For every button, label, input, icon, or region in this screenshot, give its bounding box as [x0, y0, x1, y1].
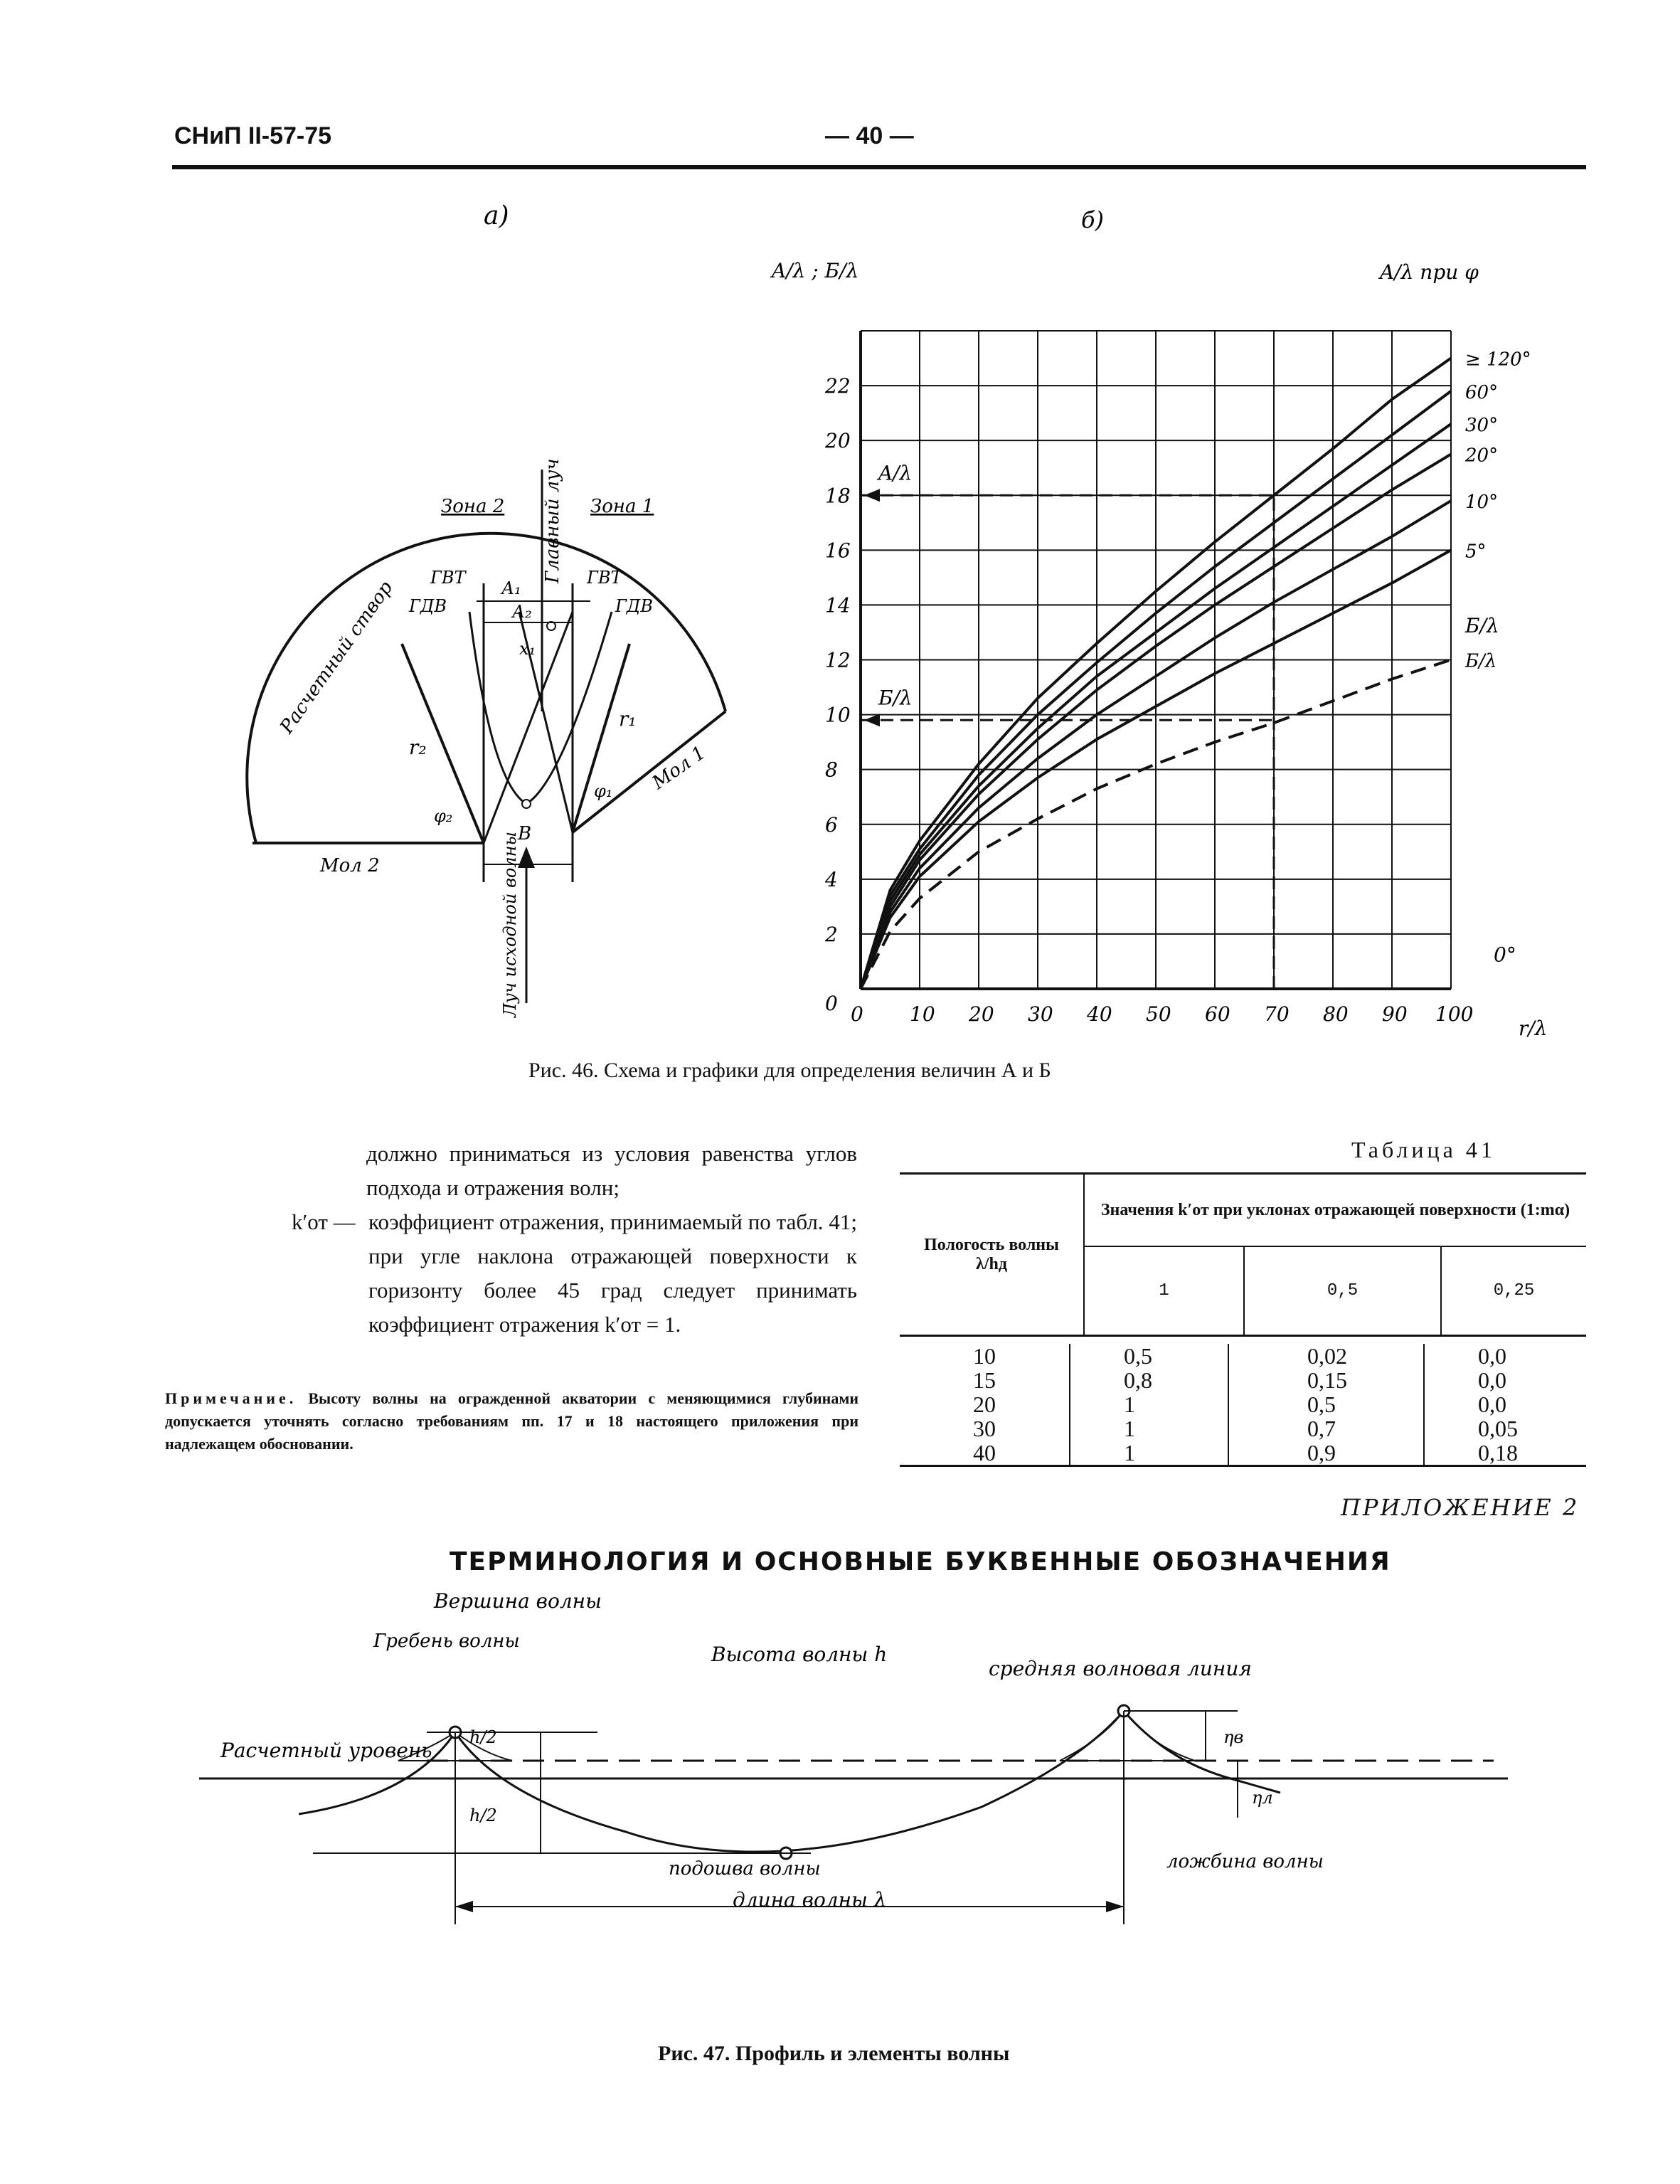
zero-label: 0°	[1494, 943, 1516, 967]
fig46-scheme	[235, 199, 775, 1039]
r2-label: r₂	[409, 736, 427, 759]
a1-label: А₁	[501, 578, 521, 598]
example-b-arrow	[864, 714, 880, 726]
y-tick-label: 22	[825, 374, 851, 398]
chart-legend-title: A/λ при φ	[1380, 260, 1479, 284]
table41-cell: 20	[973, 1391, 996, 1417]
table41-sub-header: 0,5	[1245, 1247, 1442, 1335]
x-tick-label: 70	[1264, 1002, 1290, 1026]
fig47-design-level: Расчетный уровень	[220, 1739, 432, 1762]
b-label: B	[518, 823, 532, 844]
text-para1: должно приниматься из условия равенства углов подхода и отражения волн;	[366, 1141, 857, 1200]
y-tick-label: 4	[825, 867, 838, 891]
x-tick-label: 90	[1382, 1002, 1408, 1026]
x-tick-label: 50	[1146, 1002, 1171, 1026]
example-a-arrow	[864, 489, 880, 502]
x-tick-label: 20	[969, 1002, 994, 1026]
table41-cell: 0,7	[1307, 1416, 1336, 1441]
table41-cell: 1	[1124, 1440, 1135, 1465]
x-tick-label: 100	[1435, 1002, 1474, 1026]
table41-cell: 0,05	[1478, 1416, 1518, 1441]
fig47-trough-bottom: подошва волны	[669, 1858, 821, 1880]
gdv-left-label: ГДВ	[409, 596, 447, 616]
y-tick-label: 8	[825, 758, 838, 782]
fig47-caption: Рис. 47. Профиль и элементы волны	[658, 2042, 1010, 2065]
fig47-wave	[171, 1583, 1593, 1939]
phi1-label: φ₁	[594, 781, 613, 801]
x-tick-label: 10	[910, 1002, 935, 1026]
series-label: 60°	[1465, 381, 1499, 403]
incident-ray-label: Луч исходной волны	[500, 832, 520, 1017]
fig47-eta-l: ηл	[1252, 1788, 1273, 1808]
series-label: 10°	[1465, 491, 1499, 513]
table41-sub-header: 1	[1085, 1247, 1245, 1335]
y-tick-label: 2	[825, 922, 838, 946]
mol1-label: Мол 1	[648, 742, 710, 794]
table41-cell: 0,9	[1307, 1440, 1336, 1465]
doc-code: СНиП II-57-75	[174, 122, 332, 149]
table41-cell: 30	[973, 1416, 996, 1441]
phi2-label: φ₂	[434, 806, 453, 826]
gvt-left-label: ГВТ	[430, 568, 466, 588]
table41-col0-header: Пологость волны λ/hд	[900, 1175, 1085, 1335]
appendix-label: ПРИЛОЖЕНИЕ 2	[1341, 1494, 1580, 1521]
table41-group-header: Значения k′от при уклонах отражающей поверхности (1:mα)	[1085, 1175, 1586, 1247]
y-tick-label: 14	[825, 593, 851, 617]
fig47-crest-top: Вершина волны	[434, 1589, 602, 1613]
x-tick-label: 40	[1087, 1002, 1112, 1026]
note	[165, 1387, 858, 1456]
x1-label: x₁	[519, 639, 536, 659]
table41-cell: 15	[973, 1367, 996, 1393]
series-label: Б/λ	[1465, 650, 1497, 672]
appendix-title: ТЕРМИНОЛОГИЯ И ОСНОВНЫЕ БУКВЕННЫЕ ОБОЗНАЧЕНИЯ	[450, 1547, 1391, 1576]
x-tick-label: 80	[1323, 1002, 1349, 1026]
header-rule	[172, 165, 1586, 169]
k-term: k′от —	[292, 1209, 356, 1234]
table41	[900, 1172, 1586, 1467]
table41-cell: 10	[973, 1343, 996, 1369]
table41-cell: 1	[1124, 1416, 1135, 1441]
fig47-mean-line: средняя волновая линия	[989, 1657, 1252, 1680]
fig47-crest: Гребень волны	[373, 1631, 520, 1652]
table41-cell: 0,8	[1124, 1367, 1152, 1393]
page-number: — 40 —	[825, 122, 914, 149]
fig47-h-half-top: h/2	[469, 1727, 497, 1747]
note-text: Высоту волны на огражденной акватории с меняющимися глубинами допускается уточнять согласно требованиям пп. 17 и 18 настоящего приложения при надлежащем обосновании.	[165, 1389, 858, 1453]
table41-sub-header: 0,25	[1493, 1281, 1535, 1300]
zone1-label: Зона 1	[590, 496, 654, 517]
a-label: A/λ	[878, 461, 913, 485]
panel-a-label: а)	[484, 201, 509, 230]
note-title: Примечание.	[165, 1389, 297, 1407]
table41-cell: 0,5	[1307, 1391, 1336, 1417]
x-tick-label: 30	[1028, 1002, 1053, 1026]
gdv-right-label: ГДВ	[615, 596, 654, 616]
mol1-line	[573, 711, 725, 832]
y-tick-label: 6	[825, 812, 838, 837]
zone2-label: Зона 2	[441, 496, 505, 517]
series-label: 30°	[1465, 415, 1499, 437]
y-tick-label: 18	[825, 484, 851, 508]
table41-cell: 40	[973, 1440, 996, 1465]
fig47-eta-b: ηв	[1223, 1727, 1244, 1747]
fig47-trough: ложбина волны	[1166, 1851, 1324, 1872]
table41-cell: 0,0	[1478, 1367, 1506, 1393]
x-tick-label: 0	[851, 1002, 863, 1026]
series-label: 20°	[1465, 445, 1499, 467]
table41-cell: 0,18	[1478, 1440, 1518, 1465]
text-para2: коэффициент отражения, принимаемый по табл. 41; при угле наклона отражающей поверхности к горизонту более 45 град следует принимать коэффициент отражения k′от = 1.	[368, 1209, 857, 1337]
fig47-length: длина волны λ	[733, 1888, 887, 1912]
series-label: ≥ 120°	[1465, 349, 1531, 371]
series-label: 5°	[1465, 541, 1487, 563]
a2-label: А₂	[512, 602, 532, 622]
r1-label: r₁	[619, 707, 637, 731]
fig46-caption: Рис. 46. Схема и графики для определения величин А и Б	[528, 1059, 1051, 1082]
b-curve-label: Б/λ	[1465, 613, 1499, 637]
y-tick-label: 16	[825, 539, 851, 563]
y-tick-label: 0	[825, 992, 838, 1015]
y-tick-label: 10	[825, 703, 851, 727]
mol2-label: Мол 2	[320, 855, 380, 876]
table41-cell: 0,5	[1124, 1343, 1152, 1369]
chart-ylabel: A/λ ; Б/λ	[772, 259, 859, 282]
table41-cell: 1	[1124, 1391, 1135, 1417]
y-tick-label: 20	[825, 429, 851, 453]
fig47-h-half-bottom: h/2	[469, 1806, 497, 1825]
table41-cell: 0,0	[1478, 1391, 1506, 1417]
table41-cell: 0,0	[1478, 1343, 1506, 1369]
y-tick-label: 12	[825, 648, 851, 672]
fig46-chart	[754, 199, 1593, 1067]
x-tick-label: 60	[1205, 1002, 1230, 1026]
design-line-label: Расчетный створ	[276, 577, 398, 738]
main-ray-label: Главный луч	[542, 458, 563, 583]
fig47-height: Высота волны h	[711, 1643, 888, 1666]
table41-title: Таблица 41	[1351, 1137, 1496, 1162]
b-label: Б/λ	[878, 686, 913, 710]
table41-cell: 0,15	[1307, 1367, 1347, 1393]
chart-xlabel: r/λ	[1519, 1017, 1548, 1040]
gvt-right-label: ГВТ	[587, 568, 622, 588]
table41-cell: 0,02	[1307, 1343, 1347, 1369]
panel-b-label: б)	[1081, 206, 1105, 233]
